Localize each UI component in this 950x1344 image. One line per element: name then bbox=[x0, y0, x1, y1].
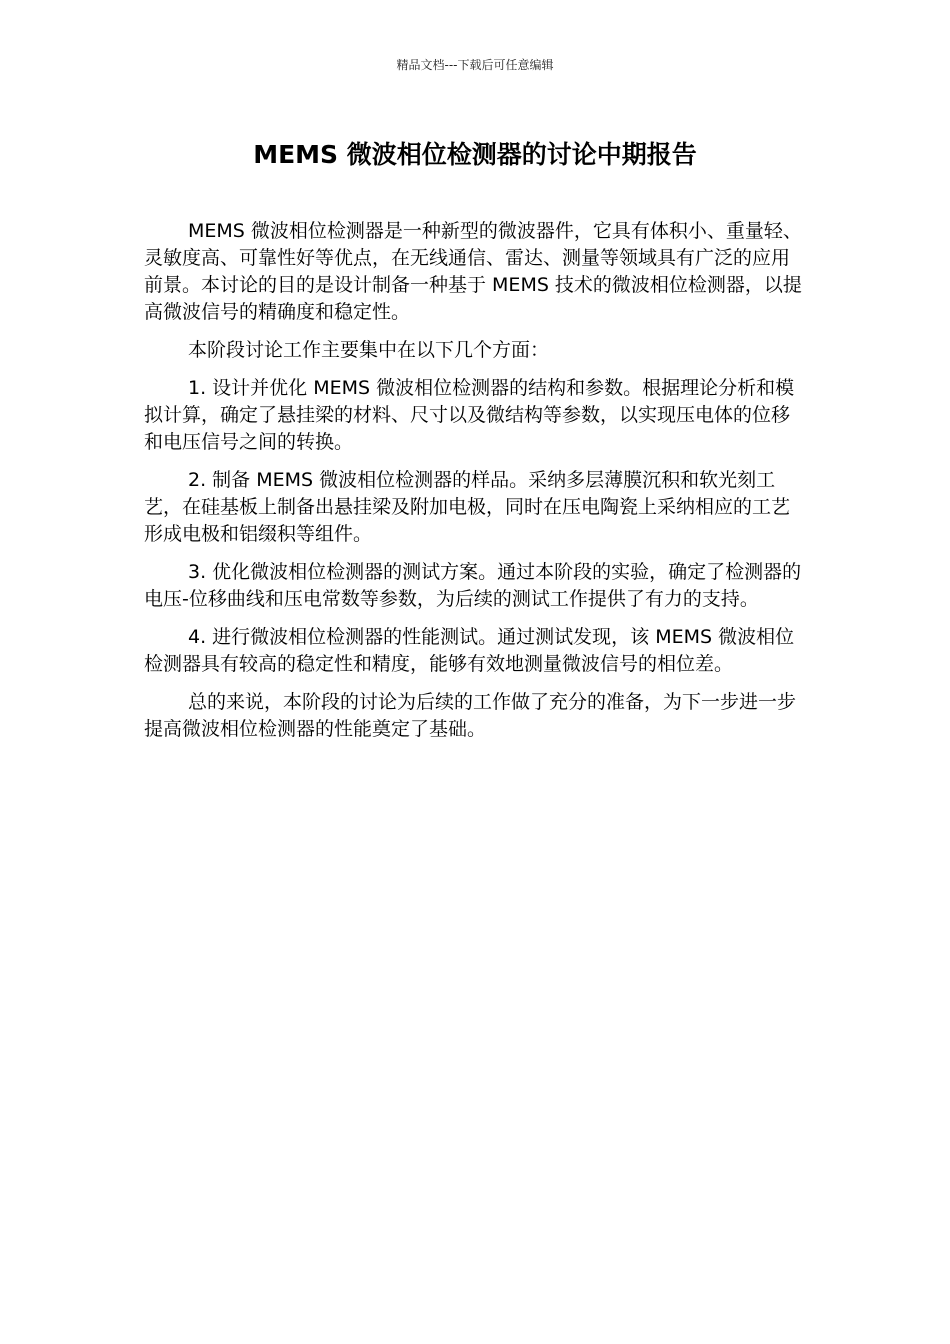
paragraph-intro: MEMS 微波相位检测器是一种新型的微波器件，它具有体积小、重量轻、灵敏度高、可靠性好等优点，在无线通信、雷达、测量等领域具有广泛的应用前景。本讨论的目的是设计制备一种基于 MEMS 技术的微波相位检测器，以提高微波信号的精确度和稳定性。 bbox=[144, 220, 802, 323]
paragraph-conclusion: 总的来说，本阶段的讨论为后续的工作做了充分的准备，为下一步进一步提高微波相位检测器的性能奠定了基础。 bbox=[144, 691, 797, 740]
document-title: MEMS 微波相位检测器的讨论中期报告 bbox=[253, 140, 697, 169]
paragraph-item-2: 2. 制备 MEMS 微波相位检测器的样品。采纳多层薄膜沉积和软光刻工艺，在硅基板上制备出悬挂梁及附加电极，同时在压电陶瓷上采纳相应的工艺形成电极和铝缀积等组件。 bbox=[144, 469, 791, 545]
paragraph-item-1: 1. 设计并优化 MEMS 微波相位检测器的结构和参数。根据理论分析和模拟计算，确定了悬挂梁的材料、尺寸以及微结构等参数，以实现压电体的位移和电压信号之间的转换。 bbox=[144, 377, 795, 453]
paragraph-focus: 本阶段讨论工作主要集中在以下几个方面： bbox=[188, 339, 550, 361]
paragraph-item-3: 3. 优化微波相位检测器的测试方案。通过本阶段的实验，确定了检测器的电压-位移曲线和压电常数等参数，为后续的测试工作提供了有力的支持。 bbox=[144, 561, 802, 610]
document-body bbox=[144, 218, 806, 754]
header-note: 精品文档---下载后可任意编辑 bbox=[396, 58, 554, 72]
paragraph-item-4: 4. 进行微波相位检测器的性能测试。通过测试发现，该 MEMS 微波相位检测器具有较高的稳定性和精度，能够有效地测量微波信号的相位差。 bbox=[144, 626, 795, 675]
